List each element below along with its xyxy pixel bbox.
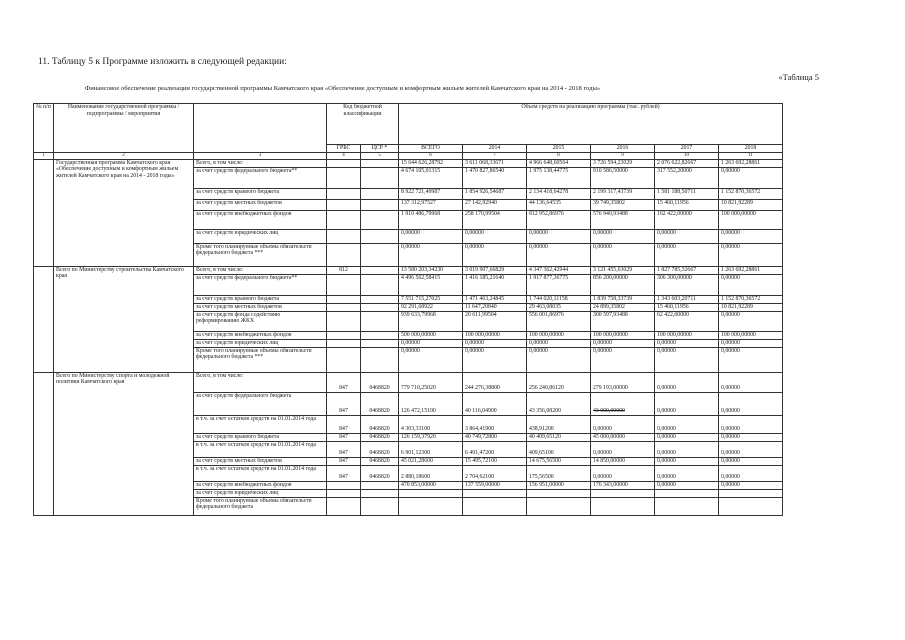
csr-cell xyxy=(361,481,399,489)
y2014-cell: 2 704,62100 xyxy=(463,465,527,481)
y2015-cell: 1 975 138,44775 xyxy=(527,167,591,188)
table-row xyxy=(34,266,783,274)
y2016-cell: 300 597,93488 xyxy=(591,311,655,331)
total-cell: 7 551 715,27025 xyxy=(399,295,463,303)
y2015-cell: 812 952,86976 xyxy=(527,210,591,229)
block-name: Всего по Министерству строительства Камчатского края xyxy=(54,266,194,372)
total-cell xyxy=(399,489,463,497)
grbs-cell xyxy=(327,489,361,497)
grbs-cell xyxy=(327,188,361,199)
y2016-cell: 39 749,35802 xyxy=(591,199,655,210)
y2018-cell: 0,00000 xyxy=(719,441,783,457)
csr-cell: 0468820 xyxy=(361,465,399,481)
y2015-cell: 14 675,56500 xyxy=(527,457,591,465)
y2018-cell xyxy=(719,489,783,497)
col-number: 4 xyxy=(327,152,361,159)
y2018-cell: 0,00000 xyxy=(719,433,783,441)
y2017-cell: 2 076 622,82667 xyxy=(655,159,719,167)
y2014-cell xyxy=(463,497,527,515)
y2014-cell: 0,00000 xyxy=(463,243,527,266)
total-cell: 0,00000 xyxy=(399,339,463,347)
y2014-cell: 27 142,92940 xyxy=(463,199,527,210)
grbs-cell: 847 xyxy=(327,392,361,415)
y2015-cell: 0,00000 xyxy=(527,347,591,372)
y2016-cell: 176 343,00000 xyxy=(591,481,655,489)
y2016-cell xyxy=(591,497,655,515)
csr-cell xyxy=(361,274,399,295)
y2018-cell: 10 821,92289 xyxy=(719,199,783,210)
y2014-cell: 0,00000 xyxy=(463,229,527,243)
y2016-cell: 0,00000 xyxy=(591,229,655,243)
y2017-cell xyxy=(655,489,719,497)
grbs-cell xyxy=(327,199,361,210)
y2018-cell: 1 152 870,36572 xyxy=(719,188,783,199)
y2017-cell: 0,00000 xyxy=(655,481,719,489)
grbs-cell: 847 xyxy=(327,465,361,481)
row-label: Всего, в том числе: xyxy=(194,266,327,274)
y2017-cell: 1 343 603,20711 xyxy=(655,295,719,303)
csr-cell xyxy=(361,167,399,188)
y2017-cell: 15 460,11956 xyxy=(655,303,719,311)
y2014-cell: 1 416 185,21640 xyxy=(463,274,527,295)
row-label: Всего, в том числе: xyxy=(194,372,327,392)
y2017-cell: 100 000,00000 xyxy=(655,331,719,339)
header-2017: 2017 xyxy=(655,145,719,153)
total-cell: 13 580 203,34230 xyxy=(399,266,463,274)
y2016-cell: 2 199 317,43739 xyxy=(591,188,655,199)
y2018-cell: 0,00000 xyxy=(719,339,783,347)
csr-cell: 0468820 xyxy=(361,457,399,465)
grbs-cell xyxy=(327,481,361,489)
y2015-cell: 0,00000 xyxy=(527,243,591,266)
row-label: в т.ч. за счет остатков средств на 01.01.2014 года xyxy=(194,441,327,457)
grbs-cell xyxy=(327,229,361,243)
grbs-cell xyxy=(327,497,361,515)
y2016-cell: 1 839 758,33739 xyxy=(591,295,655,303)
column-number-row xyxy=(34,152,783,159)
y2016-cell: 3 726 594,23029 xyxy=(591,159,655,167)
csr-cell xyxy=(361,188,399,199)
total-cell: 6 901,12300 xyxy=(399,441,463,457)
csr-cell: 0468820 xyxy=(361,392,399,415)
y2015-cell: 256 240,86120 xyxy=(527,372,591,392)
csr-cell xyxy=(361,229,399,243)
block-name: Всего по Министерству спорта и молодежной политики Камчатского края xyxy=(54,372,194,515)
y2017-cell: 0,00000 xyxy=(655,433,719,441)
row-label: за счет средств краевого бюджета xyxy=(194,433,327,441)
y2014-cell: 258 170,99504 xyxy=(463,210,527,229)
row-label: за счет средств юридических лиц xyxy=(194,229,327,243)
y2015-cell: 1 917 877,36775 xyxy=(527,274,591,295)
y2016-cell: 0,00000 xyxy=(591,441,655,457)
row-number-cell xyxy=(34,372,54,515)
total-cell: 0,00000 xyxy=(399,347,463,372)
grbs-cell xyxy=(327,159,361,167)
y2014-cell: 1 471 463,24845 xyxy=(463,295,527,303)
total-cell: 4 496 562,58415 xyxy=(399,274,463,295)
y2015-cell xyxy=(527,489,591,497)
row-label: Кроме того планируемые объемы обязательств федерального бюджета *** xyxy=(194,243,327,266)
col-number: 2 xyxy=(54,152,194,159)
csr-cell: 0468820 xyxy=(361,372,399,392)
total-cell: 126 159,37920 xyxy=(399,433,463,441)
y2015-cell: 409,65100 xyxy=(527,441,591,457)
row-label: за счет средств местных бюджетов xyxy=(194,303,327,311)
total-cell: 0,00000 xyxy=(399,243,463,266)
y2015-cell: 29 463,08035 xyxy=(527,303,591,311)
y2014-cell: 6 491,47200 xyxy=(463,441,527,457)
y2015-cell: 0,00000 xyxy=(527,339,591,347)
header-2018: 2018 xyxy=(719,145,783,153)
financing-table xyxy=(33,103,783,516)
y2015-cell: 438,91200 xyxy=(527,415,591,433)
y2015-cell: 556 001,86976 xyxy=(527,311,591,331)
y2014-cell: 11 647,20840 xyxy=(463,303,527,311)
csr-cell xyxy=(361,347,399,372)
row-label: в т.ч. за счет остатков средств на 01.01.2014 года xyxy=(194,465,327,481)
y2017-cell: 1 827 785,32667 xyxy=(655,266,719,274)
total-cell: 4 674 105,01315 xyxy=(399,167,463,188)
total-cell: 500 000,00000 xyxy=(399,331,463,339)
col-number: 3 xyxy=(194,152,327,159)
y2016-cell: 856 200,00000 xyxy=(591,274,655,295)
header-2016: 2016 xyxy=(591,145,655,153)
csr-cell: 0468820 xyxy=(361,433,399,441)
row-label: за счет средств внебюджетных фондов xyxy=(194,210,327,229)
total-cell: 137 312,97527 xyxy=(399,199,463,210)
header-total: ВСЕГО xyxy=(399,145,463,153)
total-cell: 939 633,79968 xyxy=(399,311,463,331)
header-name: Наименование государственной программы / подпрограммы / мероприятия xyxy=(54,104,194,153)
grbs-cell xyxy=(327,295,361,303)
grbs-cell xyxy=(327,243,361,266)
header-grbs: ГРБС xyxy=(327,145,361,153)
header-csr: ЦСР * xyxy=(361,145,399,153)
y2014-cell: 40 116,04900 xyxy=(463,392,527,415)
y2014-cell xyxy=(463,489,527,497)
csr-cell xyxy=(361,331,399,339)
y2018-cell: 1 263 692,28861 xyxy=(719,266,783,274)
row-label: за счет средств краевого бюджета xyxy=(194,295,327,303)
y2016-cell: 45 000,00000 xyxy=(591,433,655,441)
table-label: «Таблица 5 xyxy=(778,72,819,82)
y2016-cell: 0,00000 xyxy=(591,465,655,481)
y2017-cell: 0,00000 xyxy=(655,347,719,372)
y2015-cell: 156 951,00000 xyxy=(527,481,591,489)
total-cell: 1 910 486,79968 xyxy=(399,210,463,229)
y2016-cell: 279 193,00000 xyxy=(591,372,655,392)
y2017-cell: 0,00000 xyxy=(655,441,719,457)
y2018-cell: 0,00000 xyxy=(719,481,783,489)
grbs-cell xyxy=(327,274,361,295)
y2015-cell: 1 744 020,11158 xyxy=(527,295,591,303)
row-label: Кроме того планируемые объемы обязательств федерального бюджета *** xyxy=(194,347,327,372)
csr-cell: 0468820 xyxy=(361,441,399,457)
csr-cell xyxy=(361,295,399,303)
csr-cell xyxy=(361,243,399,266)
y2016-cell: 24 899,35802 xyxy=(591,303,655,311)
total-cell: 0,00000 xyxy=(399,229,463,243)
y2017-cell: 0,00000 xyxy=(655,243,719,266)
header-2014: 2014 xyxy=(463,145,527,153)
y2014-cell: 15 495,72100 xyxy=(463,457,527,465)
y2017-cell: 1 581 188,50711 xyxy=(655,188,719,199)
y2017-cell: 0,00000 xyxy=(655,392,719,415)
total-cell: 45 021,28600 xyxy=(399,457,463,465)
grbs-cell: 812 xyxy=(327,266,361,274)
total-cell: 4 303,33100 xyxy=(399,415,463,433)
total-cell: 8 922 721,49987 xyxy=(399,188,463,199)
y2018-cell: 0,00000 xyxy=(719,457,783,465)
total-cell: 15 644 626,28792 xyxy=(399,159,463,167)
y2016-cell: 0,00000 xyxy=(591,415,655,433)
y2017-cell: 0,00000 xyxy=(655,415,719,433)
grbs-cell: 847 xyxy=(327,457,361,465)
grbs-cell xyxy=(327,210,361,229)
row-label: за счет средств юридических лиц xyxy=(194,489,327,497)
row-label: за счет средств фонда содействию реформированию ЖКХ xyxy=(194,311,327,331)
total-cell: 126 472,15100 xyxy=(399,392,463,415)
header-num: № п/п xyxy=(34,104,54,153)
row-label: Всего, в том числе: xyxy=(194,159,327,167)
y2016-cell: 576 940,93488 xyxy=(591,210,655,229)
grbs-cell xyxy=(327,347,361,372)
row-label: в т.ч. за счет остатков средств на 01.01.2014 года xyxy=(194,415,327,433)
grbs-cell: 847 xyxy=(327,415,361,433)
grbs-cell: 847 xyxy=(327,433,361,441)
row-label: за счет средств юридических лиц xyxy=(194,339,327,347)
grbs-cell: 847 xyxy=(327,372,361,392)
csr-cell xyxy=(361,199,399,210)
y2015-cell: 44 136,64535 xyxy=(527,199,591,210)
y2016-cell: 0,00000 xyxy=(591,347,655,372)
y2014-cell: 1 854 926,54687 xyxy=(463,188,527,199)
header-code: Код бюджетной классификации xyxy=(327,104,399,145)
y2018-cell: 0,00000 xyxy=(719,229,783,243)
y2016-cell: 14 850,00000 xyxy=(591,457,655,465)
header-2015: 2015 xyxy=(527,145,591,153)
grbs-cell xyxy=(327,331,361,339)
table-title: Финансовое обеспечение реализации государственной программы Камчатского края «Обеспечение доступным и комфортным жильем жителей Камчатского края на 2014 - 2018 годы» xyxy=(85,85,601,92)
grbs-cell xyxy=(327,303,361,311)
y2016-cell: 3 121 455,63029 xyxy=(591,266,655,274)
table-row xyxy=(34,372,783,392)
y2014-cell: 100 000,00000 xyxy=(463,331,527,339)
y2017-cell: 0,00000 xyxy=(655,229,719,243)
header-blank xyxy=(194,104,327,153)
row-label: за счет средств федерального бюджета** xyxy=(194,167,327,188)
y2017-cell: 15 460,11956 xyxy=(655,199,719,210)
col-number: 9 xyxy=(591,152,655,159)
row-label: за счет средств внебюджетных фондов xyxy=(194,481,327,489)
col-number: 11 xyxy=(719,152,783,159)
y2015-cell: 100 000,00000 xyxy=(527,331,591,339)
grbs-cell xyxy=(327,167,361,188)
y2017-cell: 306 300,00000 xyxy=(655,274,719,295)
row-label: за счет средств федерального бюджета xyxy=(194,392,327,415)
y2015-cell: 4 966 648,60564 xyxy=(527,159,591,167)
total-cell: 92 291,68922 xyxy=(399,303,463,311)
y2017-cell: 0,00000 xyxy=(655,339,719,347)
y2018-cell: 0,00000 xyxy=(719,311,783,331)
col-number: 5 xyxy=(361,152,399,159)
csr-cell: 0468820 xyxy=(361,415,399,433)
y2018-cell: 0,00000 xyxy=(719,465,783,481)
y2018-cell: 0,00000 xyxy=(719,372,783,392)
y2014-cell: 0,00000 xyxy=(463,347,527,372)
y2014-cell: 3 864,41900 xyxy=(463,415,527,433)
y2017-cell: 0,00000 xyxy=(655,372,719,392)
row-number-cell xyxy=(34,266,54,372)
y2018-cell: 10 821,92289 xyxy=(719,303,783,311)
block-name: Государственная программа Камчатского края «Обеспечение доступным и комфортным жильем жителей Камчатского края на 2014 - 2018 годы» xyxy=(54,159,194,266)
y2014-cell: 137 559,00000 xyxy=(463,481,527,489)
y2018-cell: 1 263 692,28861 xyxy=(719,159,783,167)
y2018-cell: 1 152 870,36572 xyxy=(719,295,783,303)
y2014-cell: 244 276,38800 xyxy=(463,372,527,392)
y2014-cell: 40 749,72800 xyxy=(463,433,527,441)
y2018-cell xyxy=(719,497,783,515)
y2015-cell: 175,56500 xyxy=(527,465,591,481)
y2018-cell: 100 000,00000 xyxy=(719,331,783,339)
table-row xyxy=(34,159,783,167)
y2018-cell: 0,00000 xyxy=(719,392,783,415)
row-label: за счет средств краевого бюджета xyxy=(194,188,327,199)
header-volume: Объем средств на реализацию программы (тыс. рублей) xyxy=(399,104,783,145)
csr-cell xyxy=(361,303,399,311)
row-label: за счет средств местных бюджетов xyxy=(194,457,327,465)
grbs-cell xyxy=(327,339,361,347)
y2016-cell: 43 000,00000 xyxy=(591,392,655,415)
csr-cell xyxy=(361,266,399,274)
grbs-cell: 847 xyxy=(327,441,361,457)
y2018-cell: 0,00000 xyxy=(719,347,783,372)
grbs-cell xyxy=(327,311,361,331)
y2017-cell xyxy=(655,497,719,515)
y2018-cell: 0,00000 xyxy=(719,167,783,188)
row-label: Кроме того планируемые объемы обязательств федерального бюджета xyxy=(194,497,327,515)
col-number: 10 xyxy=(655,152,719,159)
y2015-cell xyxy=(527,497,591,515)
total-cell: 470 853,00000 xyxy=(399,481,463,489)
y2015-cell: 0,00000 xyxy=(527,229,591,243)
y2018-cell: 100 000,00000 xyxy=(719,210,783,229)
y2014-cell: 0,00000 xyxy=(463,339,527,347)
y2017-cell: 162 422,00000 xyxy=(655,210,719,229)
row-label: за счет средств внебюджетных фондов xyxy=(194,331,327,339)
y2017-cell: 0,00000 xyxy=(655,465,719,481)
row-label: за счет средств местных бюджетов xyxy=(194,199,327,210)
y2016-cell: 910 586,50000 xyxy=(591,167,655,188)
y2015-cell: 43 356,08200 xyxy=(527,392,591,415)
col-number: 6 xyxy=(399,152,463,159)
y2016-cell xyxy=(591,489,655,497)
y2015-cell: 2 134 418,64278 xyxy=(527,188,591,199)
y2017-cell: 317 552,20000 xyxy=(655,167,719,188)
total-cell xyxy=(399,497,463,515)
y2014-cell: 20 611,99504 xyxy=(463,311,527,331)
document-heading: 11. Таблицу 5 к Программе изложить в следующей редакции: xyxy=(38,57,287,67)
y2014-cell: 1 470 827,86540 xyxy=(463,167,527,188)
y2014-cell: 3 611 068,33671 xyxy=(463,159,527,167)
header-row-top xyxy=(34,104,783,145)
y2016-cell: 0,00000 xyxy=(591,243,655,266)
y2018-cell: 0,00000 xyxy=(719,415,783,433)
y2018-cell: 0,00000 xyxy=(719,243,783,266)
csr-cell xyxy=(361,339,399,347)
csr-cell xyxy=(361,489,399,497)
y2018-cell: 0,00000 xyxy=(719,274,783,295)
csr-cell xyxy=(361,210,399,229)
y2014-cell: 3 019 907,66829 xyxy=(463,266,527,274)
csr-cell xyxy=(361,311,399,331)
row-number-cell xyxy=(34,159,54,266)
total-cell: 2 880,18600 xyxy=(399,465,463,481)
y2017-cell: 62 422,00000 xyxy=(655,311,719,331)
y2017-cell: 0,00000 xyxy=(655,457,719,465)
csr-cell xyxy=(361,159,399,167)
total-cell: 779 710,25020 xyxy=(399,372,463,392)
col-number: 8 xyxy=(527,152,591,159)
col-number: 7 xyxy=(463,152,527,159)
row-label: за счет средств федерального бюджета** xyxy=(194,274,327,295)
y2016-cell: 100 000,00000 xyxy=(591,331,655,339)
y2015-cell: 40 409,65120 xyxy=(527,433,591,441)
y2016-cell: 0,00000 xyxy=(591,339,655,347)
y2015-cell: 4 347 362,42944 xyxy=(527,266,591,274)
col-number: 1 xyxy=(34,152,54,159)
csr-cell xyxy=(361,497,399,515)
